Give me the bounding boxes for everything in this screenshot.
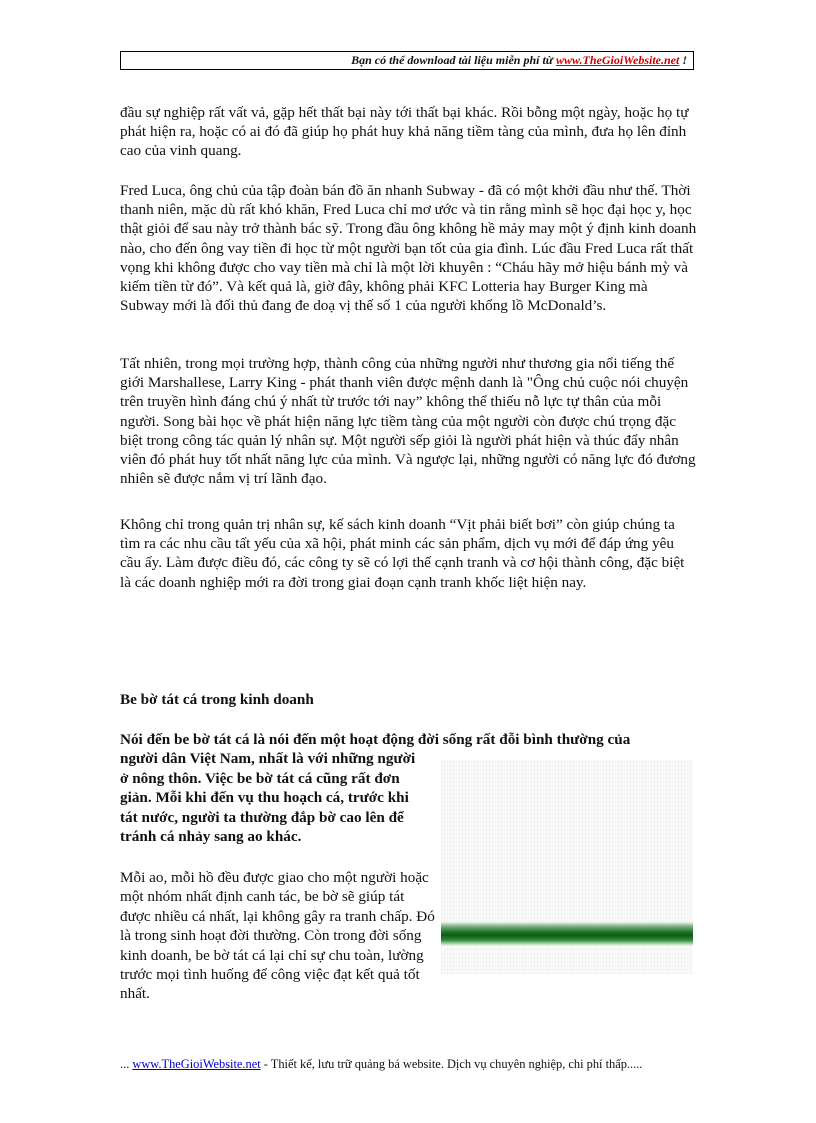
- footer-website-link[interactable]: www.TheGioiWebsite.net: [132, 1057, 261, 1071]
- paragraph-1: đầu sự nghiệp rất vất vả, gặp hết thất bại này tới thất bại khác. Rồi bỗng một ngày, hoặc họ tự phát hiện ra, hoặc có ai đó đã giúp họ phát huy khả năng tiềm tàng của mình, đưa họ lên đỉnh cao của vinh quang.: [120, 104, 689, 160]
- section-body: Mỗi ao, mỗi hồ đều được giao cho một người hoặc một nhóm nhất định canh tác, be bờ sẽ giúp tát được nhiều cá nhất, lại không gây ra tranh chấp. Đó là trong sinh hoạt đời thường. Còn trong đời sống kinh doanh, be bờ tát cá lại chỉ sự chu toàn, lường trước mọi tình huống để công việc đạt kết quả tốt nhất.: [120, 869, 435, 1003]
- section-intro-rest: người dân Việt Nam, nhất là với những người ở nông thôn. Việc be bờ tát cá cũng rất đơn giản. Mỗi khi đến vụ thu hoạch cá, trước khi tát nước, người ta thường đắp bờ cao lên để tránh cá nhảy sang ao khác.: [120, 750, 416, 846]
- section-heading: Be bờ tát cá trong kinh doanh: [120, 691, 314, 708]
- header-banner: [120, 51, 694, 70]
- footer-prefix: ...: [120, 1057, 133, 1071]
- header-website-link[interactable]: www.TheGioiWebsite.net: [555, 53, 680, 67]
- article-image: [441, 760, 693, 974]
- section-intro-line1: Nói đến be bờ tát cá là nói đến một hoạt động đời sống rất đỗi bình thường của: [120, 731, 631, 748]
- header-text: Bạn có thể download tài liệu miễn phí từ: [351, 53, 556, 67]
- paragraph-3: Tất nhiên, trong mọi trường hợp, thành công của những người như thương gia nổi tiếng thế giới Marshallese, Larry King - phát thanh viên được mệnh danh là "Ông chủ cuộc nói chuyện trên truyền hình đáng chú ý nhất từ trước tới nay” không thể thiếu nỗ lực tự thân của mỗi người. Song bài học về phát hiện năng lực tiềm tàng của một người còn được chú trọng đặc biệt trong công tác quản lý nhân sự. Một người sếp giỏi là người phát hiện và thúc đẩy nhân viên đó phát huy tốt nhất năng lực của mình. Và ngược lại, những người có năng lực đó đương nhiên sẽ được nắm vị trí lãnh đạo.: [120, 355, 696, 488]
- paragraph-4: Không chỉ trong quản trị nhân sự, kế sách kinh doanh “Vịt phải biết bơi” còn giúp chúng ta tìm ra các nhu cầu tất yếu của xã hội, phát minh các sản phẩm, dịch vụ mới để đáp ứng yêu cầu ấy. Làm được điều đó, các công ty sẽ có lợi thế cạnh tranh và cơ hội thành công, đặc biệt là các doanh nghiệp mới ra đời trong giai đoạn cạnh tranh khốc liệt hiện nay.: [120, 516, 685, 591]
- paragraph-2: Fred Luca, ông chủ của tập đoàn bán đồ ăn nhanh Subway - đã có một khởi đầu như thế. Thời thanh niên, mặc dù rất khó khăn, Fred Luca chỉ mơ ước và tin rằng mình sẽ học đại học y, học thật giỏi để sau này trở thành bác sỹ. Trong đầu ông không hề mảy may một ý định kinh doanh nào, cho đến ông vay tiền đi học từ một người bạn tốt của gia đình. Lúc đầu Fred Luca rất thất vọng khi không được cho vay tiền mà chỉ là một lời khuyên : “Cháu hãy mở hiệu bánh mỳ và kiếm tiền từ đó”. Và kết quả là, giờ đây, không phải KFC Lotteria hay Burger King mà Subway mới là đối thủ đang đe doạ vị thế số 1 của người khổng lồ McDonald’s.: [120, 182, 697, 315]
- footer: [120, 1056, 642, 1072]
- footer-text: - Thiết kế, lưu trữ quảng bá website. Dịch vụ chuyên nghiệp, chi phí thấp.....: [260, 1057, 643, 1071]
- green-stripe: [441, 922, 693, 946]
- header-suffix: !: [679, 53, 687, 67]
